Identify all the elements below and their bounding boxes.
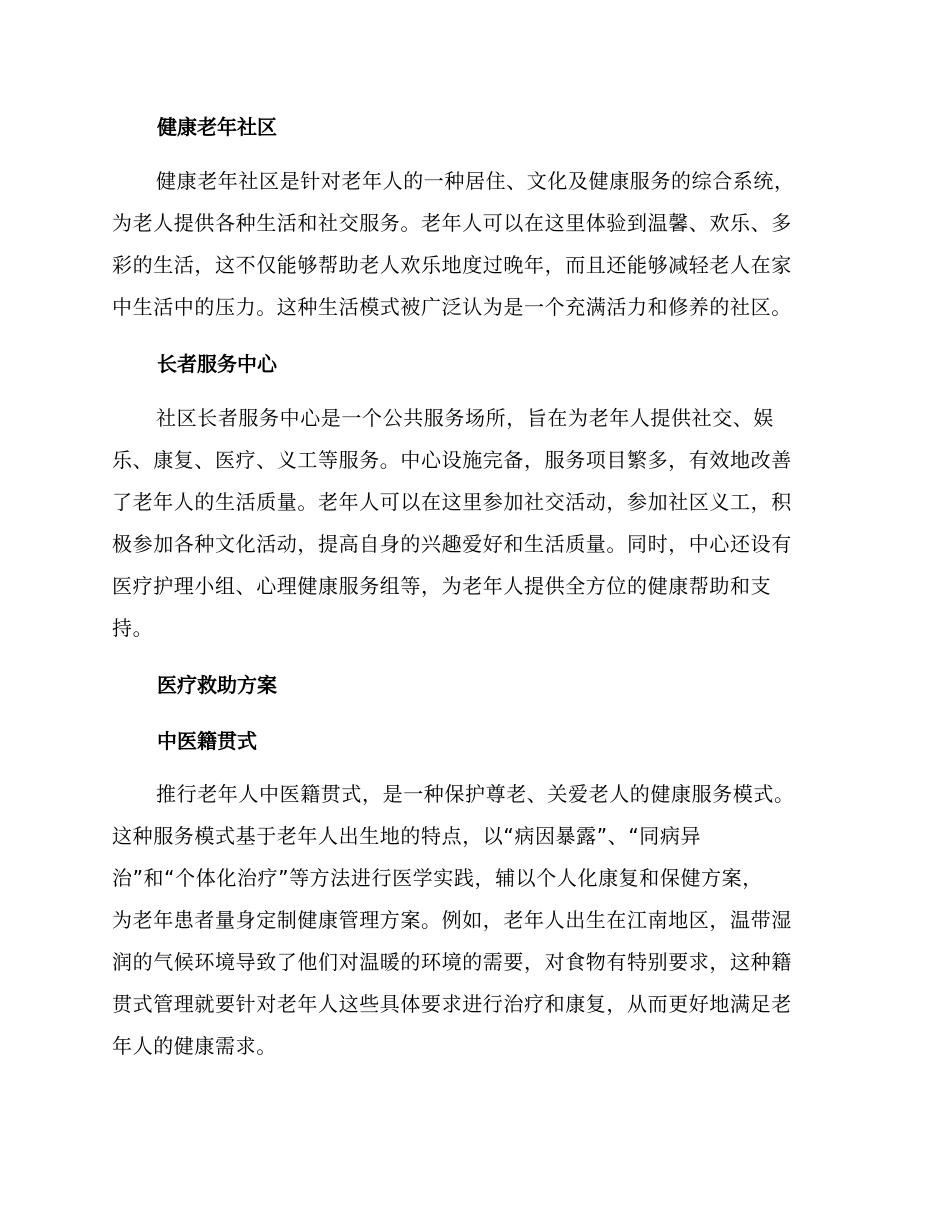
paragraph-line: 了老年人的生活质量。老年人可以在这里参加社交活动，参加社区义工，积 [112, 490, 792, 514]
paragraph-line: 润的气候环境导致了他们对温暖的环境的需要，对食物有特别要求，这种籍 [112, 950, 792, 974]
section-heading-senior-service-center: 长者服务中心 [157, 352, 277, 376]
paragraph-line: 这种服务模式基于老年人出生地的特点，以“病因暴露”、“同病异 [112, 824, 702, 848]
paragraph-line: 乐、康复、医疗、义工等服务。中心设施完备，服务项目繁多，有效地改善 [112, 448, 792, 472]
paragraph-line: 治”和“个体化治疗”等方法进行医学实践，辅以个人化康复和保健方案， [112, 866, 763, 890]
paragraph-line: 年人的健康需求。 [112, 1034, 277, 1058]
paragraph-line: 彩的生活，这不仅能够帮助老人欢乐地度过晚年，而且还能够减轻老人在家 [112, 253, 792, 277]
paragraph-line: 为老年患者量身定制健康管理方案。例如，老年人出生在江南地区，温带湿 [112, 908, 792, 932]
paragraph-line: 社区长者服务中心是一个公共服务场所，旨在为老年人提供社交、娱 [156, 406, 774, 430]
paragraph-senior-service-center [112, 397, 832, 649]
section-heading-healthy-elderly-community: 健康老年社区 [157, 115, 277, 139]
paragraph-line: 推行老年人中医籍贯式，是一种保护尊老、关爱老人的健康服务模式。 [156, 782, 795, 806]
section-heading-tcm-native-place: 中医籍贯式 [157, 729, 257, 753]
paragraph-tcm-native-place [112, 773, 832, 1067]
paragraph-line: 健康老年社区是针对老年人的一种居住、文化及健康服务的综合系统， [156, 169, 795, 193]
paragraph-line: 中生活中的压力。这种生活模式被广泛认为是一个充满活力和修养的社区。 [112, 295, 792, 319]
paragraph-line: 极参加各种文化活动，提高自身的兴趣爱好和生活质量。同时，中心还设有 [112, 532, 792, 556]
paragraph-line: 持。 [112, 616, 154, 640]
paragraph-line: 为老人提供各种生活和社交服务。老年人可以在这里体验到温馨、欢乐、多 [112, 211, 792, 235]
paragraph-healthy-elderly-community [112, 160, 832, 328]
paragraph-line: 贯式管理就要针对老年人这些具体要求进行治疗和康复，从而更好地满足老 [112, 992, 792, 1016]
paragraph-line: 医疗护理小组、心理健康服务组等，为老年人提供全方位的健康帮助和支 [112, 574, 772, 598]
section-heading-medical-assistance-plan: 医疗救助方案 [157, 673, 277, 697]
